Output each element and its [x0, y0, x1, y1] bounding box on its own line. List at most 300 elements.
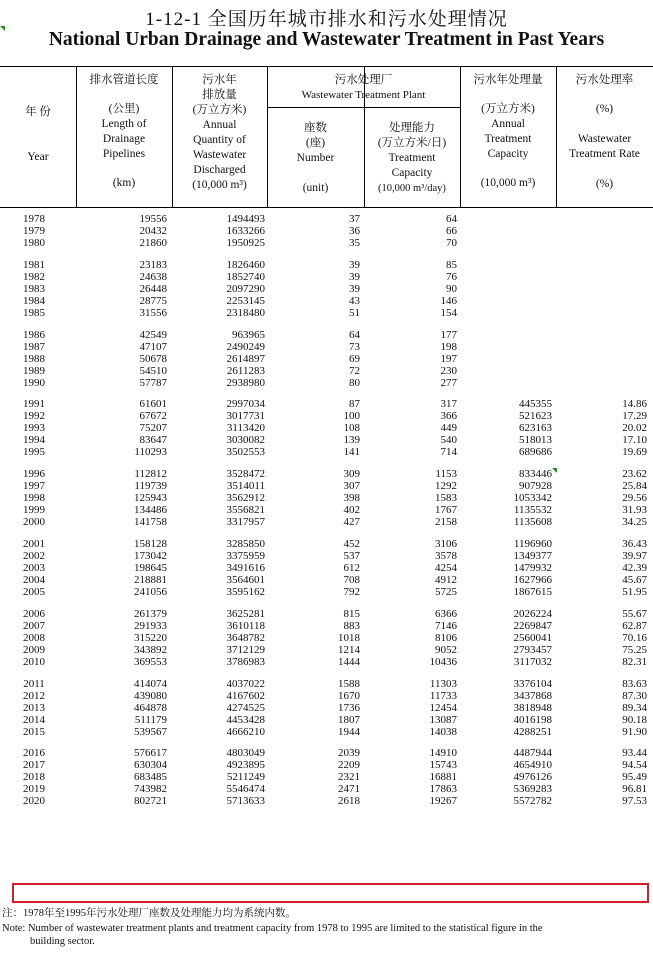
- pipeline-length-cell: 83647: [139, 434, 167, 447]
- capacity-cell: 13087: [429, 713, 457, 726]
- annual-treatment-cell: 2269847: [513, 619, 552, 632]
- capacity-cell: 198: [440, 340, 457, 353]
- annual-treatment-cell: 445355: [519, 398, 552, 411]
- header-number: 座数 (座) Number (unit): [296, 122, 335, 194]
- discharged-cell: 4037022: [226, 677, 265, 690]
- pipeline-length-cell: 24638: [139, 270, 167, 283]
- annual-treatment-cell: 2793457: [513, 643, 552, 656]
- pipeline-length-cell: 291933: [134, 619, 167, 632]
- table-row: [0, 608, 653, 620]
- discharged-cell: 2614897: [226, 352, 265, 365]
- pipeline-length-cell: 464878: [134, 701, 167, 714]
- plant-number-cell: 1670: [338, 689, 360, 702]
- discharged-cell: 2253145: [226, 294, 265, 307]
- treatment-rate-cell: 82.31: [622, 655, 647, 668]
- treatment-rate-cell: 93.44: [622, 747, 647, 760]
- year-cell: 1993: [23, 422, 45, 435]
- table-row: [0, 644, 653, 656]
- discharged-cell: 4453428: [226, 713, 265, 726]
- annual-treatment-cell: 4016198: [513, 713, 552, 726]
- table-row: [0, 271, 653, 283]
- table-row: [0, 562, 653, 574]
- plant-number-cell: 398: [343, 492, 360, 505]
- pipeline-length-cell: 31556: [139, 306, 167, 319]
- capacity-cell: 11303: [429, 677, 457, 690]
- capacity-cell: 14038: [429, 725, 457, 738]
- plant-number-cell: 36: [349, 225, 360, 237]
- annual-treatment-cell: 623163: [519, 422, 552, 435]
- plant-number-cell: 2209: [338, 759, 360, 772]
- table-row: [0, 714, 653, 726]
- capacity-cell: 90: [446, 282, 457, 295]
- annual-treatment-cell: 907928: [519, 480, 552, 493]
- annual-treatment-cell: 1627966: [513, 574, 552, 586]
- plant-number-cell: 51: [349, 306, 360, 319]
- table-row: [0, 492, 653, 504]
- pipeline-length-cell: 414074: [134, 677, 167, 690]
- pipeline-length-cell: 683485: [134, 771, 167, 784]
- annual-treatment-cell: 3818948: [513, 701, 552, 714]
- plant-number-cell: 1736: [338, 701, 360, 714]
- plant-number-cell: 64: [349, 328, 360, 341]
- title-chinese: 1-12-1 全国历年城市排水和污水处理情况: [145, 9, 508, 30]
- treatment-rate-cell: 17.29: [622, 410, 647, 423]
- capacity-cell: 66: [446, 225, 457, 237]
- treatment-rate-cell: 95.49: [622, 771, 647, 784]
- discharged-cell: 3712129: [226, 643, 265, 656]
- header-annual-treatment: 污水年处理量 (万立方米) Annual Treatment Capacity (10,000 m³): [473, 74, 543, 189]
- plant-number-cell: 73: [349, 340, 360, 353]
- plant-number-cell: 1214: [338, 643, 360, 656]
- pipeline-length-cell: 158128: [134, 538, 167, 550]
- capacity-cell: 154: [440, 306, 457, 319]
- table-row: [0, 446, 653, 458]
- capacity-cell: 2158: [435, 516, 457, 529]
- capacity-cell: 714: [440, 446, 457, 459]
- annual-treatment-cell: 1053342: [513, 492, 552, 505]
- table-row: [0, 504, 653, 516]
- plant-number-cell: 402: [343, 504, 360, 517]
- table-row: [0, 213, 653, 225]
- capacity-cell: 11733: [429, 689, 457, 702]
- discharged-cell: 3514011: [226, 480, 265, 493]
- table-row: [0, 759, 653, 771]
- pipeline-length-cell: 369553: [134, 655, 167, 668]
- plant-number-cell: 2039: [338, 747, 360, 760]
- capacity-cell: 8106: [435, 631, 457, 644]
- treatment-rate-cell: 97.53: [622, 795, 647, 808]
- year-cell: 2001: [23, 538, 45, 550]
- plant-number-cell: 37: [349, 213, 360, 225]
- annual-treatment-cell: 5572782: [513, 795, 552, 808]
- year-cell: 1997: [23, 480, 45, 493]
- capacity-cell: 70: [446, 237, 457, 249]
- discharged-cell: 4167602: [226, 689, 265, 702]
- discharged-cell: 4274525: [226, 701, 265, 714]
- treatment-rate-cell: 83.63: [622, 677, 647, 690]
- table-row: [0, 307, 653, 319]
- capacity-cell: 85: [446, 258, 457, 271]
- note-english: Note: Number of wastewater treatment plants and treatment capacity from 1978 to 1995 are limited to the statistical figure in the: [2, 923, 543, 934]
- plant-number-cell: 100: [343, 410, 360, 423]
- treatment-rate-cell: 90.18: [622, 713, 647, 726]
- plant-number-cell: 39: [349, 282, 360, 295]
- annual-treatment-cell: 1479932: [513, 562, 552, 574]
- year-cell: 2014: [23, 713, 45, 726]
- year-cell: 2000: [23, 516, 45, 529]
- table-row: [0, 434, 653, 446]
- table-row: [0, 783, 653, 795]
- year-cell: 1988: [23, 352, 45, 365]
- discharged-cell: 3610118: [226, 619, 265, 632]
- capacity-cell: 1153: [435, 468, 457, 481]
- capacity-cell: 4254: [435, 562, 457, 574]
- table-row: [0, 574, 653, 586]
- year-cell: 1984: [23, 294, 45, 307]
- year-cell: 1981: [23, 258, 45, 271]
- treatment-rate-cell: 96.81: [622, 783, 647, 796]
- table-row: [0, 656, 653, 668]
- table-row: [0, 259, 653, 271]
- discharged-cell: 2611283: [226, 364, 265, 377]
- pipeline-length-cell: 802721: [134, 795, 167, 808]
- table-row: [0, 747, 653, 759]
- plant-number-cell: 35: [349, 237, 360, 249]
- year-cell: 2005: [23, 586, 45, 598]
- table-row: [0, 771, 653, 783]
- table-row: [0, 422, 653, 434]
- discharged-cell: 3625281: [226, 607, 265, 620]
- treatment-rate-cell: 51.95: [622, 586, 647, 598]
- pipeline-length-cell: 47107: [139, 340, 167, 353]
- cell-marker-icon: [552, 468, 557, 473]
- plant-number-cell: 452: [343, 538, 360, 550]
- annual-treatment-cell: 518013: [519, 434, 552, 447]
- year-cell: 2009: [23, 643, 45, 656]
- capacity-cell: 16881: [429, 771, 457, 784]
- plant-number-cell: 43: [349, 294, 360, 307]
- treatment-rate-cell: 94.54: [622, 759, 647, 772]
- year-cell: 1985: [23, 306, 45, 319]
- discharged-cell: 3786983: [226, 655, 265, 668]
- annual-treatment-cell: 3376104: [513, 677, 552, 690]
- capacity-cell: 12454: [429, 701, 457, 714]
- treatment-rate-cell: 87.30: [622, 689, 647, 702]
- pipeline-length-cell: 21860: [139, 237, 167, 249]
- pipeline-length-cell: 19556: [139, 213, 167, 225]
- pipeline-length-cell: 198645: [134, 562, 167, 574]
- discharged-cell: 3564601: [226, 574, 265, 586]
- plant-number-cell: 108: [343, 422, 360, 435]
- year-cell: 2007: [23, 619, 45, 632]
- table-header: [0, 66, 653, 208]
- plant-number-cell: 307: [343, 480, 360, 493]
- year-cell: 2003: [23, 562, 45, 574]
- capacity-cell: 64: [446, 213, 457, 225]
- plant-number-cell: 39: [349, 258, 360, 271]
- discharged-cell: 3285850: [226, 538, 265, 550]
- year-cell: 1986: [23, 328, 45, 341]
- header-year: 年 份 Year: [25, 106, 51, 163]
- plant-number-cell: 1444: [338, 655, 360, 668]
- capacity-cell: 366: [440, 410, 457, 423]
- plant-number-cell: 309: [343, 468, 360, 481]
- plant-number-cell: 139: [343, 434, 360, 447]
- pipeline-length-cell: 112812: [134, 468, 167, 481]
- plant-number-cell: 1807: [338, 713, 360, 726]
- pipeline-length-cell: 75207: [139, 422, 167, 435]
- discharged-cell: 4803049: [226, 747, 265, 760]
- treatment-rate-cell: 25.84: [622, 480, 647, 493]
- plant-number-cell: 792: [343, 586, 360, 598]
- discharged-cell: 1826460: [226, 258, 265, 271]
- capacity-cell: 6366: [435, 607, 457, 620]
- annual-treatment-cell: 689686: [519, 446, 552, 459]
- year-cell: 2012: [23, 689, 45, 702]
- discharged-cell: 1852740: [226, 270, 265, 283]
- table-row: [0, 365, 653, 377]
- year-cell: 1992: [23, 410, 45, 423]
- annual-treatment-cell: 4976126: [513, 771, 552, 784]
- year-cell: 2020: [23, 795, 45, 808]
- treatment-rate-cell: 34.25: [622, 516, 647, 529]
- table-row: [0, 586, 653, 598]
- treatment-rate-cell: 70.16: [622, 631, 647, 644]
- annual-treatment-cell: 833446: [519, 468, 552, 481]
- capacity-cell: 15743: [429, 759, 457, 772]
- plant-number-cell: 72: [349, 364, 360, 377]
- table-row: [0, 329, 653, 341]
- annual-treatment-cell: 5369283: [513, 783, 552, 796]
- discharged-cell: 2997034: [226, 398, 265, 411]
- note-chinese: 注：1978年至1995年污水处理厂座数及处理能力均为系统内数。: [2, 908, 296, 919]
- year-cell: 1991: [23, 398, 45, 411]
- capacity-cell: 146: [440, 294, 457, 307]
- capacity-cell: 19267: [429, 795, 457, 808]
- table-row: [0, 726, 653, 738]
- capacity-cell: 76: [446, 270, 457, 283]
- pipeline-length-cell: 125943: [134, 492, 167, 505]
- discharged-cell: 5546474: [226, 783, 265, 796]
- treatment-rate-cell: 91.90: [622, 725, 647, 738]
- capacity-cell: 3106: [435, 538, 457, 550]
- header-plant: 污水处理厂 Wastewater Treatment Plant: [301, 74, 426, 101]
- plant-number-cell: 815: [343, 607, 360, 620]
- discharged-cell: 3375959: [226, 550, 265, 562]
- plant-number-cell: 87: [349, 398, 360, 411]
- pipeline-length-cell: 241056: [134, 586, 167, 598]
- capacity-cell: 1767: [435, 504, 457, 517]
- year-cell: 1999: [23, 504, 45, 517]
- capacity-cell: 10436: [429, 655, 457, 668]
- capacity-cell: 4912: [435, 574, 457, 586]
- pipeline-length-cell: 173042: [134, 550, 167, 562]
- pipeline-length-cell: 343892: [134, 643, 167, 656]
- year-cell: 2006: [23, 607, 45, 620]
- table-row: [0, 377, 653, 389]
- pipeline-length-cell: 119739: [134, 480, 167, 493]
- year-cell: 1989: [23, 364, 45, 377]
- discharged-cell: 2097290: [226, 282, 265, 295]
- year-cell: 2019: [23, 783, 45, 796]
- year-cell: 2011: [23, 677, 45, 690]
- year-cell: 1980: [23, 237, 45, 249]
- pipeline-length-cell: 511179: [134, 713, 167, 726]
- discharged-cell: 3030082: [226, 434, 265, 447]
- header-pipelines: 排水管道长度 (公里) Length of Drainage Pipelines (km): [89, 74, 159, 189]
- year-cell: 2010: [23, 655, 45, 668]
- header-treatment-rate: 污水处理率 (%) Wastewater Treatment Rate (%): [569, 74, 640, 190]
- annual-treatment-cell: 2560041: [513, 631, 552, 644]
- year-cell: 1995: [23, 446, 45, 459]
- table-row: [0, 550, 653, 562]
- discharged-cell: 3528472: [226, 468, 265, 481]
- year-cell: 1990: [23, 376, 45, 389]
- treatment-rate-cell: 29.56: [622, 492, 647, 505]
- capacity-cell: 449: [440, 422, 457, 435]
- year-cell: 2018: [23, 771, 45, 784]
- discharged-cell: 4666210: [226, 725, 265, 738]
- treatment-rate-cell: 89.34: [622, 701, 647, 714]
- pipeline-length-cell: 630304: [134, 759, 167, 772]
- table-row: [0, 538, 653, 550]
- treatment-rate-cell: 17.10: [622, 434, 647, 447]
- capacity-cell: 1583: [435, 492, 457, 505]
- table-row: [0, 398, 653, 410]
- pipeline-length-cell: 26448: [139, 282, 167, 295]
- pipeline-length-cell: 539567: [134, 725, 167, 738]
- plant-number-cell: 2618: [338, 795, 360, 808]
- discharged-cell: 3113420: [226, 422, 265, 435]
- table-row: [0, 516, 653, 528]
- pipeline-length-cell: 61601: [139, 398, 167, 411]
- plant-number-cell: 2471: [338, 783, 360, 796]
- discharged-cell: 5211249: [226, 771, 265, 784]
- table-row: [0, 690, 653, 702]
- year-cell: 1996: [23, 468, 45, 481]
- pipeline-length-cell: 54510: [139, 364, 167, 377]
- highlight-box-2020: [12, 883, 649, 903]
- discharged-cell: 3017731: [226, 410, 265, 423]
- discharged-cell: 3562912: [226, 492, 265, 505]
- annual-treatment-cell: 3117032: [513, 655, 552, 668]
- header-discharged: 污水年 排放量 (万立方米) Annual Quantity of Wastewater Discharged (10,000 m³): [192, 74, 247, 191]
- pipeline-length-cell: 50678: [139, 352, 167, 365]
- discharged-cell: 3556821: [226, 504, 265, 517]
- discharged-cell: 1950925: [226, 237, 265, 249]
- pipeline-length-cell: 141758: [134, 516, 167, 529]
- pipeline-length-cell: 261379: [134, 607, 167, 620]
- capacity-cell: 5725: [435, 586, 457, 598]
- discharged-cell: 3502553: [226, 446, 265, 459]
- capacity-cell: 230: [440, 364, 457, 377]
- treatment-rate-cell: 31.93: [622, 504, 647, 517]
- annual-treatment-cell: 3437868: [513, 689, 552, 702]
- treatment-rate-cell: 62.87: [622, 619, 647, 632]
- header-capacity: 处理能力 (万立方米/日) Treatment Capacity (10,000 m³/day): [377, 122, 447, 194]
- year-cell: 2017: [23, 759, 45, 772]
- annual-treatment-cell: 1135532: [513, 504, 552, 517]
- discharged-cell: 3648782: [226, 631, 265, 644]
- plant-number-cell: 2321: [338, 771, 360, 784]
- capacity-cell: 1292: [435, 480, 457, 493]
- table-row: [0, 480, 653, 492]
- capacity-cell: 197: [440, 352, 457, 365]
- table-row: [0, 632, 653, 644]
- plant-number-cell: 1588: [338, 677, 360, 690]
- discharged-cell: 2490249: [226, 340, 265, 353]
- table-row: [0, 237, 653, 249]
- plant-number-cell: 1018: [338, 631, 360, 644]
- table-row: [0, 620, 653, 632]
- year-cell: 2016: [23, 747, 45, 760]
- capacity-cell: 3578: [435, 550, 457, 562]
- plant-number-cell: 1944: [338, 725, 360, 738]
- year-cell: 2004: [23, 574, 45, 586]
- pipeline-length-cell: 315220: [134, 631, 167, 644]
- capacity-cell: 17863: [429, 783, 457, 796]
- table-row: [0, 795, 653, 807]
- table-row: [0, 702, 653, 714]
- capacity-cell: 540: [440, 434, 457, 447]
- year-cell: 2015: [23, 725, 45, 738]
- pipeline-length-cell: 134486: [134, 504, 167, 517]
- pipeline-length-cell: 218881: [134, 574, 167, 586]
- annual-treatment-cell: 1135608: [513, 516, 552, 529]
- annual-treatment-cell: 2026224: [513, 607, 552, 620]
- pipeline-length-cell: 439080: [134, 689, 167, 702]
- year-cell: 1982: [23, 270, 45, 283]
- year-cell: 1983: [23, 282, 45, 295]
- annual-treatment-cell: 4654910: [513, 759, 552, 772]
- pipeline-length-cell: 110293: [134, 446, 167, 459]
- discharged-cell: 3491616: [226, 562, 265, 574]
- year-cell: 1979: [23, 225, 45, 237]
- plant-number-cell: 39: [349, 270, 360, 283]
- pipeline-length-cell: 576617: [134, 747, 167, 760]
- plant-number-cell: 883: [343, 619, 360, 632]
- year-cell: 1978: [23, 213, 45, 225]
- discharged-cell: 2938980: [226, 376, 265, 389]
- capacity-cell: 177: [440, 328, 457, 341]
- discharged-cell: 1494493: [226, 213, 265, 225]
- annual-treatment-cell: 1349377: [513, 550, 552, 562]
- table-row: [0, 410, 653, 422]
- treatment-rate-cell: 55.67: [622, 607, 647, 620]
- discharged-cell: 963965: [232, 328, 265, 341]
- treatment-rate-cell: 19.69: [622, 446, 647, 459]
- treatment-rate-cell: 39.97: [622, 550, 647, 562]
- discharged-cell: 1633266: [226, 225, 265, 237]
- year-cell: 1994: [23, 434, 45, 447]
- plant-number-cell: 141: [343, 446, 360, 459]
- table-row: [0, 295, 653, 307]
- discharged-cell: 4923895: [226, 759, 265, 772]
- plant-number-cell: 612: [343, 562, 360, 574]
- treatment-rate-cell: 75.25: [622, 643, 647, 656]
- discharged-cell: 5713633: [226, 795, 265, 808]
- year-cell: 1998: [23, 492, 45, 505]
- treatment-rate-cell: 23.62: [622, 468, 647, 481]
- pipeline-length-cell: 42549: [139, 328, 167, 341]
- year-cell: 2013: [23, 701, 45, 714]
- capacity-cell: 14910: [429, 747, 457, 760]
- discharged-cell: 3595162: [226, 586, 265, 598]
- table-row: [0, 341, 653, 353]
- pipeline-length-cell: 743982: [134, 783, 167, 796]
- treatment-rate-cell: 20.02: [622, 422, 647, 435]
- capacity-cell: 9052: [435, 643, 457, 656]
